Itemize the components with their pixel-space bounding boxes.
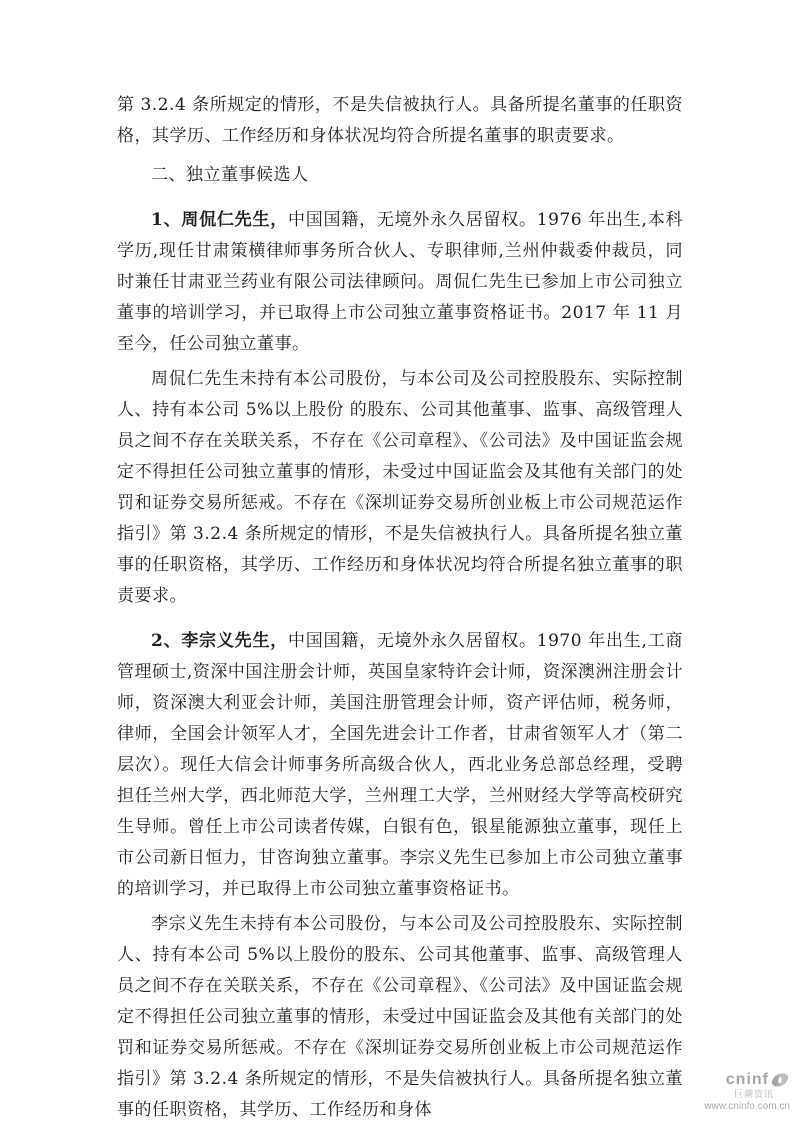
candidate-1-intro-text: 中国国籍，无境外永久居留权。1976 年出生,本科学历,现任甘肃策横律师事务所合伙人、专职律师,兰州仲裁委仲裁员，同时兼任甘肃亚兰药业有限公司法律顾问。周侃仁先生已参加上市公司独立董事的培训学习，并已取得上市公司独立董事资格证书。2017 年 11 月至今，任公司独立董事。 [117, 210, 683, 354]
candidate-1-name-lead: 1、周侃仁先生， [151, 210, 288, 230]
paragraph-candidate-1-intro [117, 205, 683, 360]
candidate-2-intro-text: 中国国籍，无境外永久居留权。1970 年出生,工商管理硕士,资深中国注册会计师，英国皇家特许会计师，资深澳洲注册会计师，资深澳大利亚会计师，美国注册管理会计师，资产评估师，税务师，律师，全国会计领军人才，全国先进会计工作者，甘肃省领军人才（第二层次）。现任大信会计师事务所高级合伙人，西北业务总部总经理，受聘担任兰州大学，西北师范大学，兰州理工大学，兰州财经大学等高校研究生导师。曾任上市公司读者传媒，白银有色，银星能源独立董事，现任上市公司新日恒力，甘咨询独立董事。李宗义先生已参加上市公司独立董事的培训学习，并已取得上市公司独立董事资格证书。 [117, 631, 683, 899]
cninfo-watermark [704, 1071, 790, 1112]
paragraph-candidate-2-statement: 李宗义先生未持有本公司股份，与本公司及公司控股股东、实际控制人、持有本公司 5%以上股份的股东、公司其他董事、监事、高级管理人员之间不存在关联关系，不存在《公司章程》、《公司法》及中国证监会规定不得担任公司独立董事的情形，未受过中国证监会及其他有关部门的处罚和证券交易所惩戒。不存在《深圳证券交易所创业板上市公司规范运作指引》第 3.2.4 条所规定的情形，不是失信被执行人。具备所提名独立董事的任职资格，其学历、工作经历和身体 [117, 914, 683, 1120]
paragraph-candidate-1-statement: 周侃仁先生未持有本公司股份，与本公司及公司控股股东、实际控制人、持有本公司 5%以上股份 的股东、公司其他董事、监事、高级管理人员之间不存在关联关系，不存在《公司章程》、《公司法》及中国证监会规定不得担任公司独立董事的情形，未受过中国证监会及其他有关部门的处罚和证券交易所惩戒。不存在《深圳证券交易所创业板上市公司规范运作指引》第 3.2.4 条所规定的情形，不是失信被执行人。具备所提名独立董事的任职资格，其学历、工作经历和身体状况均符合所提名独立董事的职责要求。 [117, 369, 683, 606]
section-heading-independent-directors: 二、独立董事候选人 [151, 165, 309, 185]
candidate-2-name-lead: 2、李宗义先生， [151, 631, 288, 651]
cninfo-logo-text: cninf [725, 1071, 769, 1089]
paragraph-continuation: 第 3.2.4 条所规定的情形，不是失信被执行人。具备所提名董事的任职资格，其学历、工作经历和身体状况均符合所提名董事的职责要求。 [117, 95, 683, 146]
document-body [117, 90, 683, 1122]
paragraph-candidate-2-intro [117, 626, 683, 905]
cninfo-swirl-icon [770, 1071, 790, 1089]
cninfo-url: www.cninfo.com.cn [704, 1101, 790, 1112]
cninfo-brand-name: 巨潮资讯 [733, 1089, 774, 1100]
cninfo-logo [704, 1071, 790, 1089]
